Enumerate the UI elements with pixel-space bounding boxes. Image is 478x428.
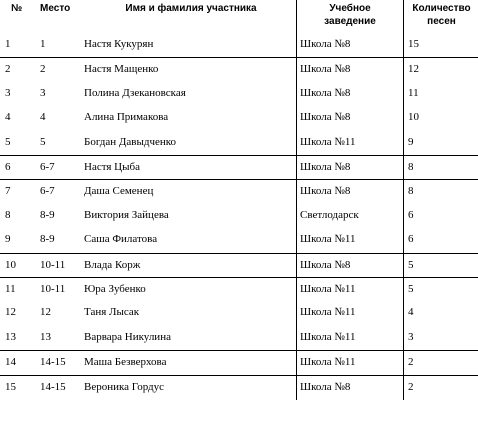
row-number: 14 bbox=[5, 356, 16, 369]
row-song-count: 3 bbox=[408, 330, 414, 343]
row-participant-name: Саша Филатова bbox=[84, 233, 158, 246]
row-place: 1 bbox=[40, 38, 46, 50]
row-song-count: 2 bbox=[408, 356, 414, 369]
row-place: 12 bbox=[40, 306, 51, 319]
row-song-count: 11 bbox=[408, 86, 419, 99]
row-number: 3 bbox=[5, 86, 11, 99]
row-participant-name: Юра Зубенко bbox=[84, 283, 146, 295]
table-row bbox=[0, 228, 478, 252]
row-song-count: 4 bbox=[408, 306, 414, 319]
row-school: Школа №8 bbox=[300, 185, 351, 198]
row-school: Школа №11 bbox=[300, 233, 356, 246]
row-number: 15 bbox=[5, 380, 16, 393]
row-participant-name: Таня Лысак bbox=[84, 306, 140, 319]
row-song-count: 15 bbox=[408, 38, 419, 50]
row-participant-name: Влада Корж bbox=[84, 258, 141, 271]
row-song-count: 5 bbox=[408, 258, 414, 271]
row-place: 6-7 bbox=[40, 185, 55, 198]
table-row bbox=[0, 204, 478, 228]
row-participant-name: Алина Примакова bbox=[84, 111, 169, 124]
row-number: 7 bbox=[5, 185, 11, 198]
header-school bbox=[300, 2, 400, 28]
table-row bbox=[0, 131, 478, 155]
row-place: 14-15 bbox=[40, 356, 66, 369]
table-row bbox=[0, 301, 478, 325]
header-name: Имя и фамилия участника bbox=[125, 3, 257, 14]
table-row bbox=[0, 326, 478, 350]
row-participant-name: Богдан Давыдченко bbox=[84, 135, 177, 148]
row-school: Школа №11 bbox=[300, 135, 356, 148]
table-row bbox=[0, 350, 478, 375]
row-place: 6-7 bbox=[40, 161, 55, 173]
row-place: 10-11 bbox=[40, 283, 66, 295]
table-row bbox=[0, 106, 478, 130]
row-number: 9 bbox=[5, 233, 11, 246]
row-school: Школа №8 bbox=[300, 380, 351, 393]
row-number: 2 bbox=[5, 63, 11, 76]
row-school: Школа №8 bbox=[300, 86, 351, 99]
row-number: 5 bbox=[5, 135, 11, 148]
header-count-line2: песен bbox=[427, 16, 456, 27]
row-song-count: 8 bbox=[408, 185, 414, 198]
row-school: Школа №11 bbox=[300, 306, 356, 319]
row-school: Школа №8 bbox=[300, 111, 351, 124]
table-header bbox=[0, 0, 478, 30]
row-place: 10-11 bbox=[40, 258, 66, 271]
row-song-count: 6 bbox=[408, 208, 414, 221]
row-school: Школа №8 bbox=[300, 63, 351, 76]
row-number: 4 bbox=[5, 111, 11, 124]
row-song-count: 2 bbox=[408, 380, 414, 393]
row-participant-name: Настя Цыба bbox=[84, 161, 140, 173]
row-school: Школа №11 bbox=[300, 283, 356, 295]
row-participant-name: Варвара Никулина bbox=[84, 330, 171, 343]
header-school-line1: Учебное bbox=[329, 3, 371, 14]
row-participant-name: Настя Мащенко bbox=[84, 63, 159, 76]
row-participant-name: Маша Безверхова bbox=[84, 356, 167, 369]
row-school: Школа №8 bbox=[300, 38, 351, 50]
row-song-count: 12 bbox=[408, 63, 419, 76]
header-school-line2: заведение bbox=[324, 16, 376, 27]
table-row bbox=[0, 155, 478, 180]
row-place: 8-9 bbox=[40, 233, 55, 246]
row-school: Школа №8 bbox=[300, 258, 351, 271]
row-number: 11 bbox=[5, 283, 16, 295]
row-number: 1 bbox=[5, 38, 11, 50]
row-place: 13 bbox=[40, 330, 51, 343]
table-row bbox=[0, 253, 478, 278]
row-number: 10 bbox=[5, 258, 16, 271]
table-row bbox=[0, 375, 478, 400]
row-place: 4 bbox=[40, 111, 46, 124]
row-participant-name: Даша Семенец bbox=[84, 185, 154, 198]
row-participant-name: Вероника Гордус bbox=[84, 380, 165, 393]
row-school: Школа №11 bbox=[300, 330, 356, 343]
row-place: 5 bbox=[40, 135, 46, 148]
row-place: 2 bbox=[40, 63, 46, 76]
row-school: Светлодарск bbox=[300, 208, 359, 221]
row-number: 12 bbox=[5, 306, 16, 319]
table-row bbox=[0, 277, 478, 302]
row-place: 3 bbox=[40, 86, 46, 99]
row-song-count: 9 bbox=[408, 135, 414, 148]
table-row bbox=[0, 82, 478, 106]
header-count-line1: Количество bbox=[412, 3, 471, 14]
row-place: 14-15 bbox=[40, 380, 66, 393]
table-row bbox=[0, 57, 478, 82]
row-song-count: 6 bbox=[408, 233, 414, 246]
row-place: 8-9 bbox=[40, 208, 55, 221]
row-participant-name: Виктория Зайцева bbox=[84, 208, 169, 221]
header-number: № bbox=[11, 3, 23, 14]
table-row bbox=[0, 33, 478, 57]
row-song-count: 8 bbox=[408, 161, 414, 173]
row-number: 8 bbox=[5, 208, 11, 221]
row-school: Школа №11 bbox=[300, 356, 356, 369]
row-school: Школа №8 bbox=[300, 161, 351, 173]
row-participant-name: Полина Дзекановская bbox=[84, 86, 186, 99]
header-song-count bbox=[405, 2, 478, 28]
row-participant-name: Настя Кукурян bbox=[84, 38, 154, 50]
row-song-count: 10 bbox=[408, 111, 419, 124]
row-number: 13 bbox=[5, 330, 16, 343]
row-number: 6 bbox=[5, 161, 11, 173]
header-place: Место bbox=[40, 3, 71, 14]
row-song-count: 5 bbox=[408, 283, 414, 295]
table-row bbox=[0, 179, 478, 204]
